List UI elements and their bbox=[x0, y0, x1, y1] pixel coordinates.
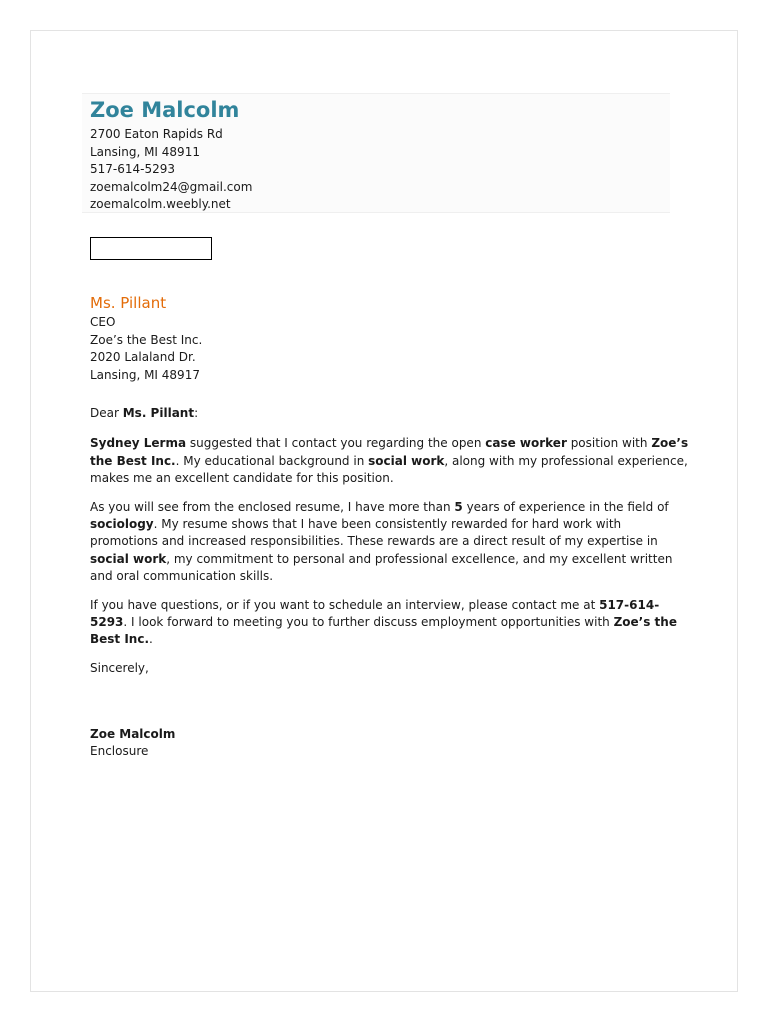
paragraph-1 bbox=[90, 435, 690, 487]
date-field[interactable] bbox=[90, 237, 212, 260]
recipient-address-line2: Lansing, MI 48917 bbox=[90, 367, 200, 382]
p2-text-2: years of experience in the field of bbox=[462, 499, 669, 514]
recipient-name: Ms. Pillant bbox=[90, 294, 167, 312]
company-name: Zoe’s the Best Inc. bbox=[90, 615, 677, 647]
recipient-company: Zoe’s the Best Inc. bbox=[90, 332, 203, 347]
sender-email: zoemalcolm24@gmail.com bbox=[90, 179, 253, 194]
company-name: Zoe’s the Best Inc. bbox=[90, 436, 689, 468]
enclosure-note: Enclosure bbox=[90, 743, 149, 758]
greeting-suffix: : bbox=[194, 406, 199, 420]
paragraph-3 bbox=[90, 597, 690, 649]
years-experience: 5 bbox=[454, 499, 463, 514]
sender-website: zoemalcolm.weebly.net bbox=[90, 197, 231, 211]
sender-address-line2: Lansing, MI 48911 bbox=[90, 144, 200, 159]
experience-field: sociology bbox=[90, 517, 154, 532]
letter-body bbox=[90, 405, 690, 760]
p3-text-2: . I look forward to meeting you to further discuss employment opportunities with bbox=[123, 615, 614, 630]
signature-name bbox=[90, 726, 690, 743]
greeting-name: Ms. Pillant bbox=[122, 406, 195, 420]
p1-text-3: . My educational background in bbox=[175, 453, 369, 468]
recipient-address-line1: 2020 Lalaland Dr. bbox=[90, 350, 196, 364]
recipient-title: CEO bbox=[90, 315, 116, 329]
expertise-area: social work bbox=[90, 551, 167, 566]
referrer-name: Sydney Lerma bbox=[90, 436, 187, 451]
sender-address-line1: 2700 Eaton Rapids Rd bbox=[90, 127, 223, 141]
closing: Sincerely, bbox=[90, 661, 149, 676]
greeting bbox=[90, 405, 690, 422]
p2-text-4: , my commitment to personal and professional excellence, and my excellent written and oral communication skills. bbox=[90, 551, 673, 583]
paragraph-2 bbox=[90, 499, 690, 585]
p3-text-3: . bbox=[149, 632, 153, 647]
p2-text-1: As you will see from the enclosed resume, I have more than bbox=[90, 499, 455, 514]
p1-text-1: suggested that I contact you regarding the open bbox=[186, 436, 486, 451]
p1-text-2: position with bbox=[566, 436, 652, 451]
field-of-study: social work bbox=[368, 453, 445, 468]
p2-text-3: . My resume shows that I have been consistently rewarded for hard work with promotions and increased responsibilities. These rewards are a direct result of my expertise in bbox=[90, 517, 658, 549]
p3-text-1: If you have questions, or if you want to schedule an interview, please contact me at bbox=[90, 597, 600, 612]
position-name: case worker bbox=[485, 436, 567, 451]
contact-phone: 517-614-5293 bbox=[90, 597, 660, 630]
p1-text-4: , along with my professional experience, makes me an excellent candidate for this position. bbox=[90, 453, 688, 485]
recipient-block bbox=[90, 294, 202, 384]
sender-name: Zoe Malcolm bbox=[90, 98, 240, 122]
sender-phone: 517-614-5293 bbox=[90, 162, 176, 176]
sender-header bbox=[82, 93, 670, 213]
greeting-prefix: Dear bbox=[90, 406, 123, 420]
signature-text: Zoe Malcolm bbox=[90, 726, 176, 741]
